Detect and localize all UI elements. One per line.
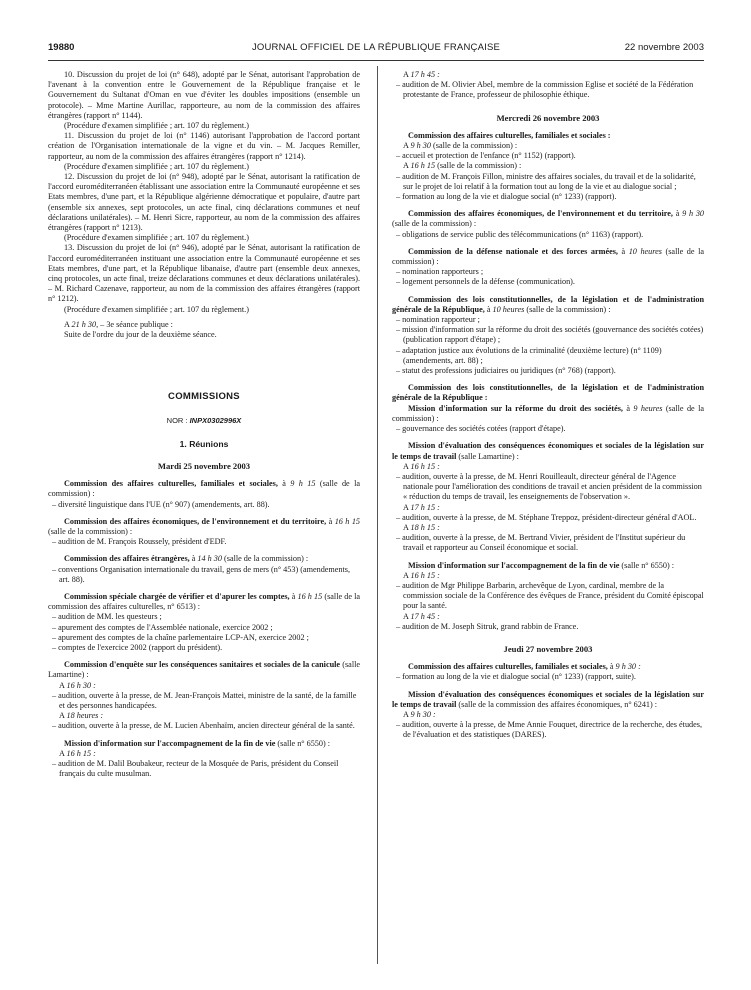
meeting-line: – audition de M. Dalil Boubakeur, recteur de la Mosquée de Paris, président du Conseil français du culte musulman.	[52, 758, 339, 779]
meeting-line: – audition, ouverte à la presse, de Mme Annie Fouquet, directrice de la recherche, des études, de l'évaluation et des statistiques (DARES).	[396, 720, 703, 740]
time-slot: A 18 heures :	[59, 711, 104, 721]
journal-title: JOURNAL OFFICIEL DE LA RÉPUBLIQUE FRANÇAISE	[251, 42, 501, 53]
meeting-line: – audition de MM. les questeurs ;	[52, 612, 162, 622]
issue-date: 22 novembre 2003	[624, 42, 704, 53]
meeting-block: Mission d'évaluation des conséquences économiques et sociales de la législation sur le temps de travail (salle Lamartine) : A 16 h 15 : – audition, ouverte à la presse, de M. Henri Rouilleault, directeur général de l'Agence nationale pour l'amélioration des conditions de travail et ancien président de la commission « réduction du temps de travail, les enseignements de l'observation ». A 17 h 15 : – audition, ouverte à la presse, de M. Stéphane Treppoz, président-directeur général d'AOL. A 18 h 15 : – audition, ouverte à la presse, de M. Bertrand Vivier, président de l'Institut supérieur du travail et rapporteur au Conseil économique et social.	[392, 441, 704, 553]
meeting-block: Commission spéciale chargée de vérifier et d'apurer les comptes, à 16 h 15 (salle de la commission des affaires culturelles, n° 6513) : – audition de MM. les questeurs ; – apurement des comptes de l'Assemblée nationale, exercice 2002 ; – apurement des comptes de la chaîne parlementaire LCP-AN, exercice 2002 ; – comptes de l'exercice 2002 (rapport du président).	[48, 591, 361, 652]
committee-name: Mission d'évaluation des conséquences économiques et sociales de la législation sur le temps de travail	[392, 689, 704, 709]
time-slot: A 17 h 45 :	[403, 70, 440, 79]
day-heading: Jeudi 27 novembre 2003	[503, 643, 593, 654]
meeting-line: – nomination rapporteurs ;	[396, 267, 484, 277]
meeting-line: – audition, ouverte à la presse, de M. Henri Rouilleault, directeur général de l'Agence nationale pour l'amélioration des conditions de travail et ancien président de la commission « réduction du temps de travail, les enseignements de l'observation ».	[396, 471, 702, 502]
committee-name: Commission des affaires culturelles, familiales et sociales :	[408, 130, 611, 140]
committee-name: Commission des affaires économiques, de l'environnement et du territoire,	[64, 516, 327, 526]
agenda-item-procedure: (Procédure d'examen simplifiée ; art. 107 du règlement.)	[64, 121, 249, 131]
meeting-block: Commission d'enquête sur les conséquences sanitaires et sociales de la canicule (salle Lamartine) : A 16 h 30 : – audition, ouverte à la presse, de M. Jean-François Mattei, ministre de la santé, de la famille et des personnes handicapées. A 18 heures : – audition, ouverte à la presse, de M. Lucien Abenhaïm, ancien directeur général de la santé.	[48, 660, 361, 731]
committee-name: Commission des lois constitutionnelles, de la législation et de l'administration générale de la République :	[392, 383, 704, 403]
day-heading: Mercredi 26 novembre 2003	[496, 112, 600, 123]
meeting-line: – adaptation justice aux évolutions de la criminalité (deuxième lecture) (n° 1109) (amendements, art. 88) ;	[396, 345, 662, 365]
evening-session-detail: Suite de l'ordre du jour de la deuxième séance.	[64, 330, 217, 340]
meeting-block: Commission des affaires économiques, de l'environnement et du territoire, à 9 h 30 (salle de la commission) : – obligations de service public des télécommunications (n° 1163) (rapport).	[392, 209, 705, 239]
meeting-line: – audition de M. François Fillon, ministre des affaires sociales, du travail et de la solidarité, sur le projet de loi relatif à la formation tout au long de la vie et au dialogue social ;	[396, 171, 696, 191]
agenda-item-text: 10. Discussion du projet de loi (n° 648), adopté par le Sénat, autorisant l'approbation de l'avenant à la convention entre le Gouvernement de la République française et le Gouvernement du Sultanat d'Oman en vue d'éviter les doubles impositions (ensemble un protocole). – Mme Martine Aurillac, rapporteure, au nom de la commission des affaires étrangères (rapport n° 1144).	[48, 70, 360, 120]
time-slot: A 18 h 15 :	[403, 522, 440, 532]
meeting-block: Commission des affaires économiques, de l'environnement et du territoire, à 16 h 15 (salle de la commission) : – audition de M. François Roussely, président d'EDF.	[48, 516, 361, 547]
time-slot: A 9 h 30 :	[403, 709, 436, 719]
meeting-block: Commission des affaires culturelles, familiales et sociales, à 9 h 30 : – formation au long de la vie et dialogue social (n° 1233) (rapport, suite).	[392, 662, 704, 682]
meeting-line: – apurement des comptes de l'Assemblée nationale, exercice 2002 ;	[52, 622, 273, 632]
meeting-line: – audition de M. François Roussely, président d'EDF.	[52, 537, 227, 547]
committee-name: Commission des affaires culturelles, familiales et sociales,	[408, 662, 608, 672]
committee-name: Commission d'enquête sur les conséquences sanitaires et sociales de la canicule	[64, 660, 341, 670]
page-header	[48, 42, 704, 56]
meeting-block: Commission des affaires culturelles, familiales et sociales, à 9 h 15 (salle de la commission) : – diversité linguistique dans l'UE (n° 907) (amendements, art. 88).	[48, 479, 360, 509]
meeting-line: – audition, ouverte à la presse, de M. Jean-François Mattei, ministre de la santé, de la famille et des personnes handicapées.	[52, 690, 357, 710]
meeting-line: – audition, ouverte à la presse, de M. Stéphane Treppoz, président-directeur général d'AOL.	[396, 512, 697, 522]
agenda-item-procedure: (Procédure d'examen simplifiée ; art. 107 du règlement.)	[64, 233, 249, 243]
header-rule	[48, 60, 704, 61]
meeting-line: – diversité linguistique dans l'UE (n° 907) (amendements, art. 88).	[52, 499, 270, 509]
meeting-block: Commission des lois constitutionnelles, de la législation et de l'administration générale de la République : Mission d'information sur la réforme du droit des sociétés, à 9 heures (salle de la commission) : – gouvernance des sociétés cotées (rapport d'étape).	[392, 383, 704, 434]
meeting-block: Mission d'information sur l'accompagnement de la fin de vie (salle n° 6550) : A 16 h 15 : – audition de M. Dalil Boubakeur, recteur de la Mosquée de Paris, président du Conseil français du culte musulman.	[48, 739, 360, 780]
committee-name: Commission des lois constitutionnelles, de la législation et de l'administration générale de la République,	[392, 294, 704, 314]
meeting-line: – obligations de service public des télécommunications (n° 1163) (rapport).	[396, 229, 644, 239]
time-slot: A 16 h 15 :	[403, 570, 440, 580]
committee-name: Commission des affaires étrangères,	[64, 554, 190, 564]
meeting-block: Mission d'information sur l'accompagnement de la fin de vie (salle n° 6550) : A 16 h 15 : – audition de Mgr Philippe Barbarin, archevêque de Lyon, cardinal, membre de la commission sociale de la Conférence des évêques de France, président du Comité épiscopal pour la santé. A 17 h 45 : – audition de M. Joseph Sitruk, grand rabbin de France.	[392, 561, 704, 632]
meeting-line: – nomination rapporteur ;	[396, 315, 480, 325]
agenda-item-text: 12. Discussion du projet de loi (n° 948), adopté par le Sénat, autorisant la ratification de l'accord euroméditerranéen établissant une association entre la Communauté européenne et ses Etats membres, d'une part, et la République algérienne démocratique et populaire, d'autre part (ensemble six annexes, sept protocoles, un acte final, cinq déclarations communes et neuf déclarations unilatérales). – M. Henri Sicre, rapporteur, au nom de la commission des affaires étrangères (rapport n° 1213).	[48, 172, 360, 233]
agenda-item-text: 13. Discussion du projet de loi (n° 946), adopté par le Sénat, autorisant la ratification de l'accord euroméditerranéen instituant une association entre la Communauté européenne et ses Etats membres, d'une part, et la République libanaise, d'autre part (ensemble deux annexes, cinq protocoles, un acte final, treize déclarations communes et deux déclarations unilatérales). – M. Richard Cazenave, rapporteur, au nom de la commission des affaires étrangères (rapport n° 1212).	[48, 243, 360, 304]
agenda-item	[48, 70, 360, 131]
meeting-line: – formation au long de la vie et dialogue social (n° 1233) (rapport).	[396, 192, 617, 202]
agenda-item-procedure: (Procédure d'examen simplifiée ; art. 107 du règlement.)	[64, 304, 249, 314]
evening-session: A 21 h 30, – 3e séance publique :	[64, 319, 173, 329]
meeting-block: Mission d'évaluation des conséquences économiques et sociales de la législation sur le temps de travail (salle de la commission des affaires économiques, n° 6241) : A 9 h 30 : – audition, ouverte à la presse, de Mme Annie Fouquet, directrice de la recherche, des études, de l'évaluation et des statistiques (DARES).	[392, 689, 704, 740]
meeting-line: – mission d'information sur la réforme du droit des sociétés (gouvernance des sociétés cotées) (publication rapport d'étape) ;	[396, 325, 704, 345]
committee-name: Commission spéciale chargée de vérifier et d'apurer les comptes,	[64, 591, 290, 601]
time-slot: A 16 h 30 :	[59, 680, 96, 690]
day-heading: Mardi 25 novembre 2003	[157, 460, 251, 471]
meeting-block: Commission des lois constitutionnelles, de la législation et de l'administration générale de la République, à 10 heures (salle de la commission) : – nomination rapporteur ; – mission d'information sur la réforme du droit des sociétés (gouvernance des sociétés cotées) (publication rapport d'étape) ; – adaptation justice aux évolutions de la criminalité (deuxième lecture) (n° 1109) (amendements, art. 88) ; – statut des professions judiciaires ou juridiques (n° 768) (rapport).	[392, 294, 704, 376]
page-number: 19880	[48, 42, 75, 53]
committee-name: Commission des affaires culturelles, familiales et sociales,	[64, 479, 278, 489]
meeting-block: Commission de la défense nationale et des forces armées, à 10 heures (salle de la commission) : – nomination rapporteurs ; – logement personnels de la défense (communication).	[392, 246, 704, 287]
meeting-line: – apurement des comptes de la chaîne parlementaire LCP-AN, exercice 2002 ;	[52, 632, 309, 642]
meeting-line: – audition de M. Olivier Abel, membre de la commission Eglise et société de la Fédération protestante de France, professeur de philosophie éthique.	[396, 80, 694, 100]
agenda-item-text: 11. Discussion du projet de loi (n° 1146) autorisant l'approbation de l'accord portant création de l'Organisation internationale de la vigne et du vin. – M. Jacques Remiller, rapporteur, au nom de la commission des affaires étrangères (rapport n° 1214).	[48, 131, 360, 161]
agenda-item	[48, 243, 360, 314]
committee-name: Mission d'information sur l'accompagnement de la fin de vie	[64, 738, 276, 748]
meeting-line: – audition de M. Joseph Sitruk, grand rabbin de France.	[396, 621, 579, 631]
subsection-title: 1. Réunions	[179, 438, 229, 449]
column-divider	[377, 66, 378, 964]
committee-name: Commission de la défense nationale et des forces armées,	[408, 246, 618, 256]
meeting-line: – audition de Mgr Philippe Barbarin, archevêque de Lyon, cardinal, membre de la commission sociale de la Conférence des évêques de France, président du Comité épiscopal pour la santé.	[396, 580, 704, 611]
left-column	[48, 70, 360, 779]
time-slot: A 9 h 30 (salle de la commission) :	[403, 141, 518, 151]
time-slot: A 17 h 45 :	[403, 611, 440, 621]
time-slot: A 16 h 15 :	[59, 748, 96, 758]
agenda-item-procedure: (Procédure d'examen simplifiée ; art. 107 du règlement.)	[64, 161, 249, 171]
meeting-line: – statut des professions judiciaires ou juridiques (n° 768) (rapport).	[396, 366, 616, 376]
meeting-line: – comptes de l'exercice 2002 (rapport du président).	[52, 642, 223, 652]
committee-name: Mission d'évaluation des conséquences économiques et sociales de la législation sur le temps de travail	[392, 441, 704, 461]
time-slot: A 16 h 15 :	[403, 461, 440, 471]
mission-name: Mission d'information sur la réforme du droit des sociétés,	[408, 403, 623, 413]
section-title: COMMISSIONS	[168, 391, 240, 403]
meeting-line: – audition, ouverte à la presse, de M. Lucien Abenhaïm, ancien directeur général de la santé.	[52, 721, 355, 731]
meeting-line: – conventions Organisation internationale du travail, gens de mers (n° 453) (amendements, art. 88).	[52, 564, 351, 584]
committee-name: Commission des affaires économiques, de l'environnement et du territoire,	[408, 209, 673, 219]
time-slot: A 16 h 15 (salle de la commission) :	[403, 161, 522, 171]
meeting-line: – accueil et protection de l'enfance (n° 1152) (rapport).	[396, 151, 576, 161]
meeting-block: Commission des affaires étrangères, à 14 h 30 (salle de la commission) : – conventions Organisation internationale du travail, gens de mers (n° 453) (amendements, art. 88).	[48, 554, 360, 585]
meeting-block	[392, 131, 704, 202]
agenda-item	[48, 131, 360, 172]
meeting-line: – gouvernance des sociétés cotées (rapport d'étape).	[396, 424, 566, 434]
meeting-line: – audition, ouverte à la presse, de M. Bertrand Vivier, président de l'Institut supérieur du travail et rapporteur au Conseil économique et social.	[396, 533, 686, 553]
agenda-item	[48, 172, 360, 243]
committee-name: Mission d'information sur l'accompagnement de la fin de vie	[408, 560, 620, 570]
time-slot: A 17 h 15 :	[403, 502, 440, 512]
nor-reference: NOR : INPX0302996X	[166, 416, 242, 426]
meeting-line: – formation au long de la vie et dialogue social (n° 1233) (rapport, suite).	[396, 672, 636, 682]
meeting-line: – logement personnels de la défense (communication).	[396, 277, 575, 287]
right-column	[392, 70, 704, 741]
